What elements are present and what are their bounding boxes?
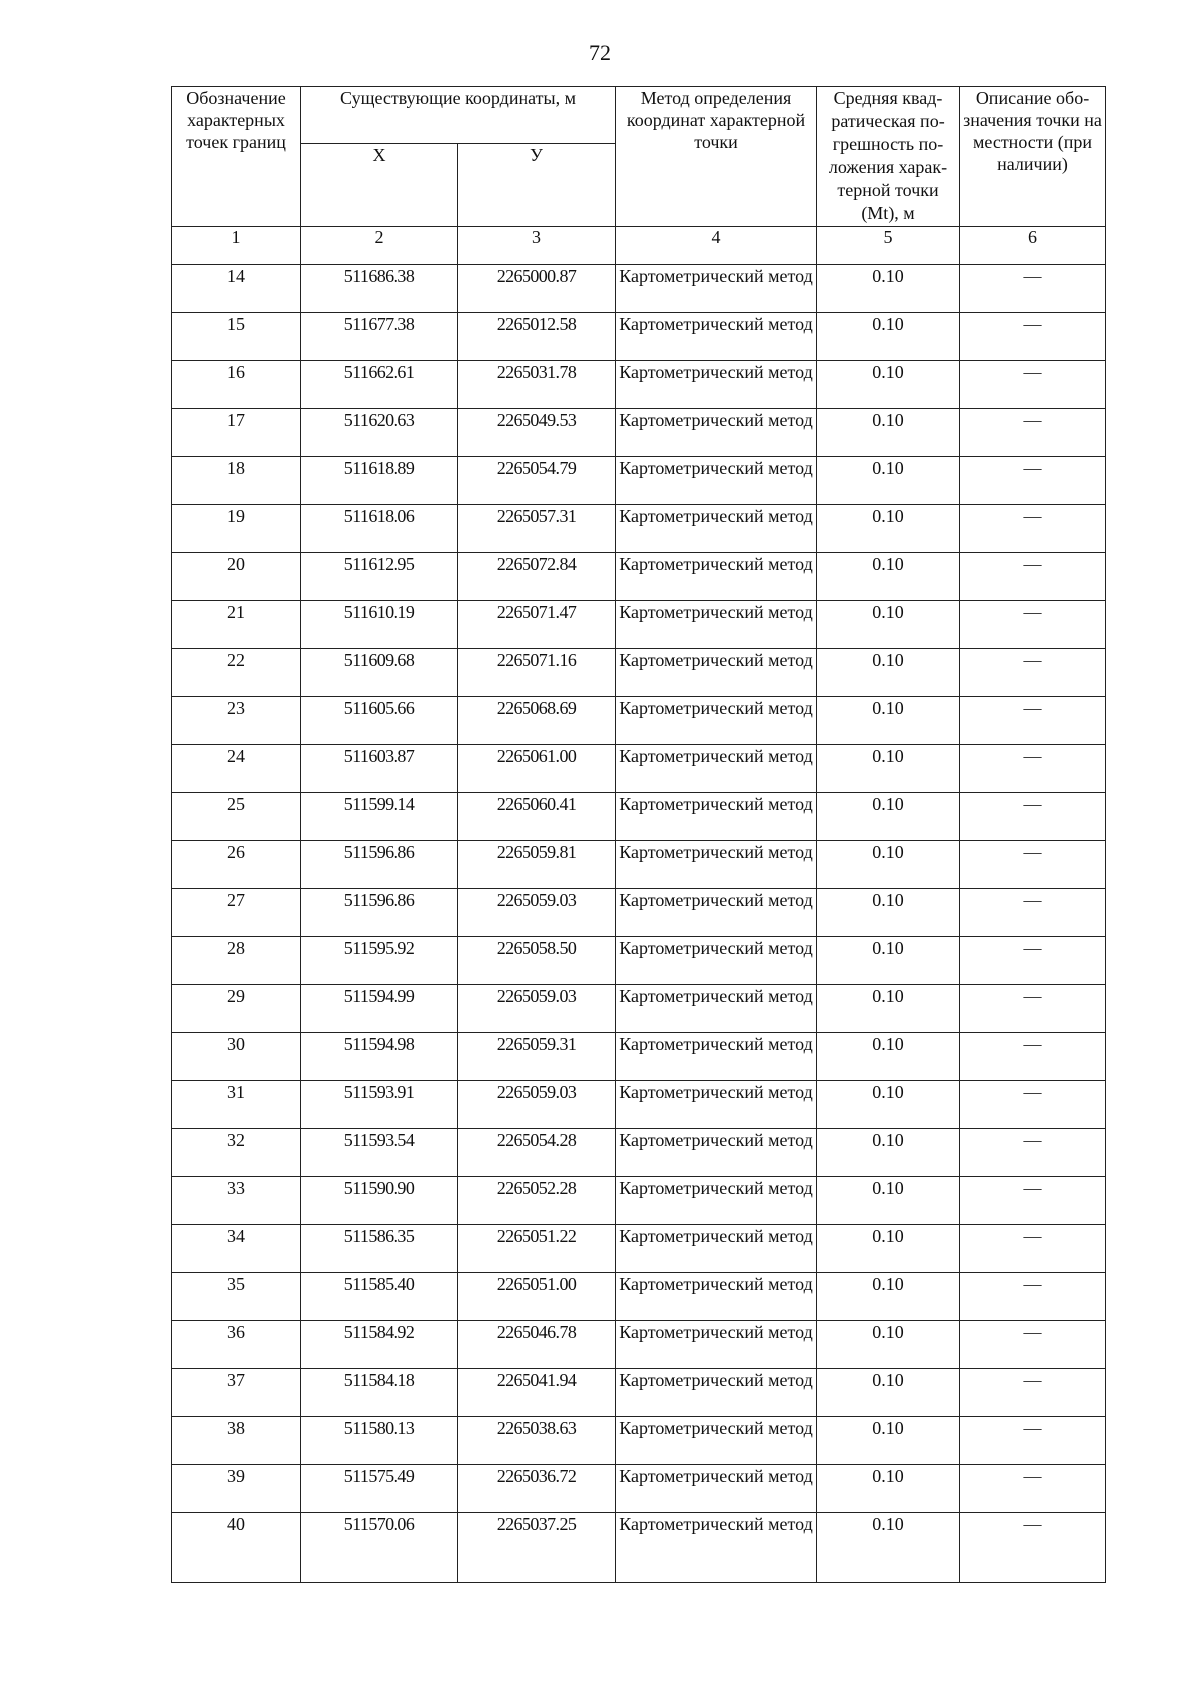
y-coordinate-cell: 2265072.84 xyxy=(458,553,616,601)
y-coordinate-cell: 2265031.78 xyxy=(458,361,616,409)
point-number-cell: 16 xyxy=(172,361,301,409)
x-coordinate-cell: 511603.87 xyxy=(301,745,458,793)
method-cell: Картометрический метод xyxy=(616,1081,817,1129)
y-coordinate-cell: 2265054.28 xyxy=(458,1129,616,1177)
page-number: 72 xyxy=(589,40,611,65)
description-cell: — xyxy=(960,1417,1106,1465)
x-coordinate-cell: 511595.92 xyxy=(301,937,458,985)
method-cell: Картометрический метод xyxy=(616,1321,817,1369)
error-cell: 0.10 xyxy=(817,457,960,505)
table-row xyxy=(172,889,1106,937)
x-coordinate-cell: 511594.98 xyxy=(301,1033,458,1081)
method-cell: Картометрический метод xyxy=(616,505,817,553)
table-row xyxy=(172,937,1106,985)
column-number: 5 xyxy=(817,227,960,265)
y-coordinate-cell: 2265071.16 xyxy=(458,649,616,697)
point-number-cell: 28 xyxy=(172,937,301,985)
point-number-cell: 18 xyxy=(172,457,301,505)
description-cell: — xyxy=(960,1129,1106,1177)
y-coordinate-cell: 2265059.81 xyxy=(458,841,616,889)
x-coordinate-cell: 511610.19 xyxy=(301,601,458,649)
table-row xyxy=(172,1465,1106,1513)
coordinates-table xyxy=(171,86,1106,1583)
x-coordinate-cell: 511585.40 xyxy=(301,1273,458,1321)
table-row xyxy=(172,697,1106,745)
point-number-cell: 40 xyxy=(172,1513,301,1583)
y-coordinate-cell: 2265059.03 xyxy=(458,985,616,1033)
x-coordinate-cell: 511594.99 xyxy=(301,985,458,1033)
header-x: X xyxy=(301,144,458,227)
method-cell: Картометрический метод xyxy=(616,1513,817,1583)
point-number-cell: 37 xyxy=(172,1369,301,1417)
x-coordinate-cell: 511599.14 xyxy=(301,793,458,841)
point-number-cell: 33 xyxy=(172,1177,301,1225)
y-coordinate-cell: 2265037.25 xyxy=(458,1513,616,1583)
point-number-cell: 15 xyxy=(172,313,301,361)
y-coordinate-cell: 2265059.31 xyxy=(458,1033,616,1081)
x-coordinate-cell: 511677.38 xyxy=(301,313,458,361)
column-number-row xyxy=(172,227,1106,265)
x-coordinate-cell: 511662.61 xyxy=(301,361,458,409)
description-cell: — xyxy=(960,985,1106,1033)
error-cell: 0.10 xyxy=(817,745,960,793)
table-row xyxy=(172,841,1106,889)
y-coordinate-cell: 2265012.58 xyxy=(458,313,616,361)
error-cell: 0.10 xyxy=(817,889,960,937)
x-coordinate-cell: 511593.54 xyxy=(301,1129,458,1177)
description-cell: — xyxy=(960,841,1106,889)
table-body xyxy=(172,265,1106,1583)
method-cell: Картометрический метод xyxy=(616,793,817,841)
description-cell: — xyxy=(960,409,1106,457)
error-cell: 0.10 xyxy=(817,505,960,553)
point-number-cell: 35 xyxy=(172,1273,301,1321)
point-number-cell: 26 xyxy=(172,841,301,889)
table-row xyxy=(172,601,1106,649)
method-cell: Картометрический метод xyxy=(616,985,817,1033)
method-cell: Картометрический метод xyxy=(616,1129,817,1177)
error-cell: 0.10 xyxy=(817,937,960,985)
error-cell: 0.10 xyxy=(817,1033,960,1081)
description-cell: — xyxy=(960,1273,1106,1321)
table-row xyxy=(172,313,1106,361)
point-number-cell: 39 xyxy=(172,1465,301,1513)
method-cell: Картометрический метод xyxy=(616,361,817,409)
header-row xyxy=(172,87,1106,144)
method-cell: Картометрический метод xyxy=(616,649,817,697)
error-cell: 0.10 xyxy=(817,265,960,313)
description-cell: — xyxy=(960,649,1106,697)
method-cell: Картометрический метод xyxy=(616,553,817,601)
point-number-cell: 21 xyxy=(172,601,301,649)
method-cell: Картометрический метод xyxy=(616,697,817,745)
description-cell: — xyxy=(960,1033,1106,1081)
description-cell: — xyxy=(960,457,1106,505)
table-row xyxy=(172,1225,1106,1273)
x-coordinate-cell: 511570.06 xyxy=(301,1513,458,1583)
error-cell: 0.10 xyxy=(817,841,960,889)
point-number-cell: 38 xyxy=(172,1417,301,1465)
point-number-cell: 29 xyxy=(172,985,301,1033)
table-row xyxy=(172,1033,1106,1081)
column-number: 1 xyxy=(172,227,301,265)
header-designation: Обозначение характерных точек границ xyxy=(172,87,301,227)
error-cell: 0.10 xyxy=(817,1129,960,1177)
point-number-cell: 24 xyxy=(172,745,301,793)
description-cell: — xyxy=(960,553,1106,601)
error-cell: 0.10 xyxy=(817,1081,960,1129)
point-number-cell: 36 xyxy=(172,1321,301,1369)
error-cell: 0.10 xyxy=(817,1465,960,1513)
table-row xyxy=(172,1177,1106,1225)
table-row xyxy=(172,361,1106,409)
point-number-cell: 19 xyxy=(172,505,301,553)
x-coordinate-cell: 511590.90 xyxy=(301,1177,458,1225)
point-number-cell: 27 xyxy=(172,889,301,937)
error-cell: 0.10 xyxy=(817,985,960,1033)
y-coordinate-cell: 2265051.00 xyxy=(458,1273,616,1321)
error-cell: 0.10 xyxy=(817,793,960,841)
y-coordinate-cell: 2265059.03 xyxy=(458,1081,616,1129)
x-coordinate-cell: 511575.49 xyxy=(301,1465,458,1513)
column-number: 4 xyxy=(616,227,817,265)
y-coordinate-cell: 2265059.03 xyxy=(458,889,616,937)
error-cell: 0.10 xyxy=(817,1369,960,1417)
header-error: Средняя квадратическая погрешность положения характерной точки (Mt), м xyxy=(817,87,960,227)
y-coordinate-cell: 2265061.00 xyxy=(458,745,616,793)
error-cell: 0.10 xyxy=(817,1225,960,1273)
x-coordinate-cell: 511605.66 xyxy=(301,697,458,745)
error-cell: 0.10 xyxy=(817,649,960,697)
x-coordinate-cell: 511593.91 xyxy=(301,1081,458,1129)
method-cell: Картометрический метод xyxy=(616,313,817,361)
y-coordinate-cell: 2265038.63 xyxy=(458,1417,616,1465)
error-cell: 0.10 xyxy=(817,1177,960,1225)
y-coordinate-cell: 2265058.50 xyxy=(458,937,616,985)
description-cell: — xyxy=(960,1465,1106,1513)
point-number-cell: 30 xyxy=(172,1033,301,1081)
y-coordinate-cell: 2265041.94 xyxy=(458,1369,616,1417)
y-coordinate-cell: 2265049.53 xyxy=(458,409,616,457)
y-coordinate-cell: 2265071.47 xyxy=(458,601,616,649)
x-coordinate-cell: 511612.95 xyxy=(301,553,458,601)
column-number: 3 xyxy=(458,227,616,265)
error-cell: 0.10 xyxy=(817,553,960,601)
table-row xyxy=(172,457,1106,505)
column-number: 2 xyxy=(301,227,458,265)
point-number-cell: 31 xyxy=(172,1081,301,1129)
point-number-cell: 23 xyxy=(172,697,301,745)
method-cell: Картометрический метод xyxy=(616,745,817,793)
y-coordinate-cell: 2265036.72 xyxy=(458,1465,616,1513)
x-coordinate-cell: 511584.92 xyxy=(301,1321,458,1369)
description-cell: — xyxy=(960,1081,1106,1129)
method-cell: Картометрический метод xyxy=(616,1273,817,1321)
description-cell: — xyxy=(960,793,1106,841)
point-number-cell: 22 xyxy=(172,649,301,697)
x-coordinate-cell: 511618.06 xyxy=(301,505,458,553)
table-row xyxy=(172,1129,1106,1177)
error-cell: 0.10 xyxy=(817,1417,960,1465)
description-cell: — xyxy=(960,265,1106,313)
column-number: 6 xyxy=(960,227,1106,265)
x-coordinate-cell: 511618.89 xyxy=(301,457,458,505)
point-number-cell: 25 xyxy=(172,793,301,841)
y-coordinate-cell: 2265068.69 xyxy=(458,697,616,745)
y-coordinate-cell: 2265051.22 xyxy=(458,1225,616,1273)
table-row xyxy=(172,1369,1106,1417)
description-cell: — xyxy=(960,937,1106,985)
x-coordinate-cell: 511584.18 xyxy=(301,1369,458,1417)
error-cell: 0.10 xyxy=(817,361,960,409)
method-cell: Картометрический метод xyxy=(616,1033,817,1081)
table-row xyxy=(172,505,1106,553)
table-row xyxy=(172,1417,1106,1465)
table-row xyxy=(172,265,1106,313)
description-cell: — xyxy=(960,1369,1106,1417)
x-coordinate-cell: 511580.13 xyxy=(301,1417,458,1465)
description-cell: — xyxy=(960,697,1106,745)
table-row xyxy=(172,409,1106,457)
point-number-cell: 20 xyxy=(172,553,301,601)
description-cell: — xyxy=(960,745,1106,793)
x-coordinate-cell: 511620.63 xyxy=(301,409,458,457)
description-cell: — xyxy=(960,1321,1106,1369)
table-row xyxy=(172,1273,1106,1321)
y-coordinate-cell: 2265057.31 xyxy=(458,505,616,553)
x-coordinate-cell: 511596.86 xyxy=(301,889,458,937)
method-cell: Картометрический метод xyxy=(616,889,817,937)
x-coordinate-cell: 511609.68 xyxy=(301,649,458,697)
table-row xyxy=(172,553,1106,601)
method-cell: Картометрический метод xyxy=(616,1177,817,1225)
error-cell: 0.10 xyxy=(817,409,960,457)
y-coordinate-cell: 2265046.78 xyxy=(458,1321,616,1369)
table-row xyxy=(172,649,1106,697)
error-cell: 0.10 xyxy=(817,1273,960,1321)
point-number-cell: 17 xyxy=(172,409,301,457)
method-cell: Картометрический метод xyxy=(616,457,817,505)
error-cell: 0.10 xyxy=(817,1513,960,1583)
error-cell: 0.10 xyxy=(817,697,960,745)
error-cell: 0.10 xyxy=(817,313,960,361)
method-cell: Картометрический метод xyxy=(616,937,817,985)
table-row xyxy=(172,1321,1106,1369)
description-cell: — xyxy=(960,313,1106,361)
method-cell: Картометрический метод xyxy=(616,1369,817,1417)
header-y: У xyxy=(458,144,616,227)
point-number-cell: 34 xyxy=(172,1225,301,1273)
method-cell: Картометрический метод xyxy=(616,1465,817,1513)
description-cell: — xyxy=(960,1513,1106,1583)
description-cell: — xyxy=(960,505,1106,553)
point-number-cell: 32 xyxy=(172,1129,301,1177)
table-row xyxy=(172,985,1106,1033)
y-coordinate-cell: 2265054.79 xyxy=(458,457,616,505)
table-row xyxy=(172,745,1106,793)
x-coordinate-cell: 511686.38 xyxy=(301,265,458,313)
method-cell: Картометрический метод xyxy=(616,1417,817,1465)
header-description: Описание обозначения точки на местности (при наличии) xyxy=(960,87,1106,227)
y-coordinate-cell: 2265000.87 xyxy=(458,265,616,313)
error-cell: 0.10 xyxy=(817,1321,960,1369)
table-row xyxy=(172,793,1106,841)
description-cell: — xyxy=(960,1225,1106,1273)
y-coordinate-cell: 2265052.28 xyxy=(458,1177,616,1225)
header-method: Метод определения координат характерной точки xyxy=(616,87,817,227)
x-coordinate-cell: 511596.86 xyxy=(301,841,458,889)
table-row xyxy=(172,1081,1106,1129)
description-cell: — xyxy=(960,601,1106,649)
description-cell: — xyxy=(960,361,1106,409)
header-coordinates: Существующие координаты, м xyxy=(301,87,616,144)
method-cell: Картометрический метод xyxy=(616,841,817,889)
x-coordinate-cell: 511586.35 xyxy=(301,1225,458,1273)
method-cell: Картометрический метод xyxy=(616,265,817,313)
y-coordinate-cell: 2265060.41 xyxy=(458,793,616,841)
point-number-cell: 14 xyxy=(172,265,301,313)
error-cell: 0.10 xyxy=(817,601,960,649)
description-cell: — xyxy=(960,889,1106,937)
table-row xyxy=(172,1513,1106,1583)
description-cell: — xyxy=(960,1177,1106,1225)
method-cell: Картометрический метод xyxy=(616,1225,817,1273)
method-cell: Картометрический метод xyxy=(616,409,817,457)
method-cell: Картометрический метод xyxy=(616,601,817,649)
